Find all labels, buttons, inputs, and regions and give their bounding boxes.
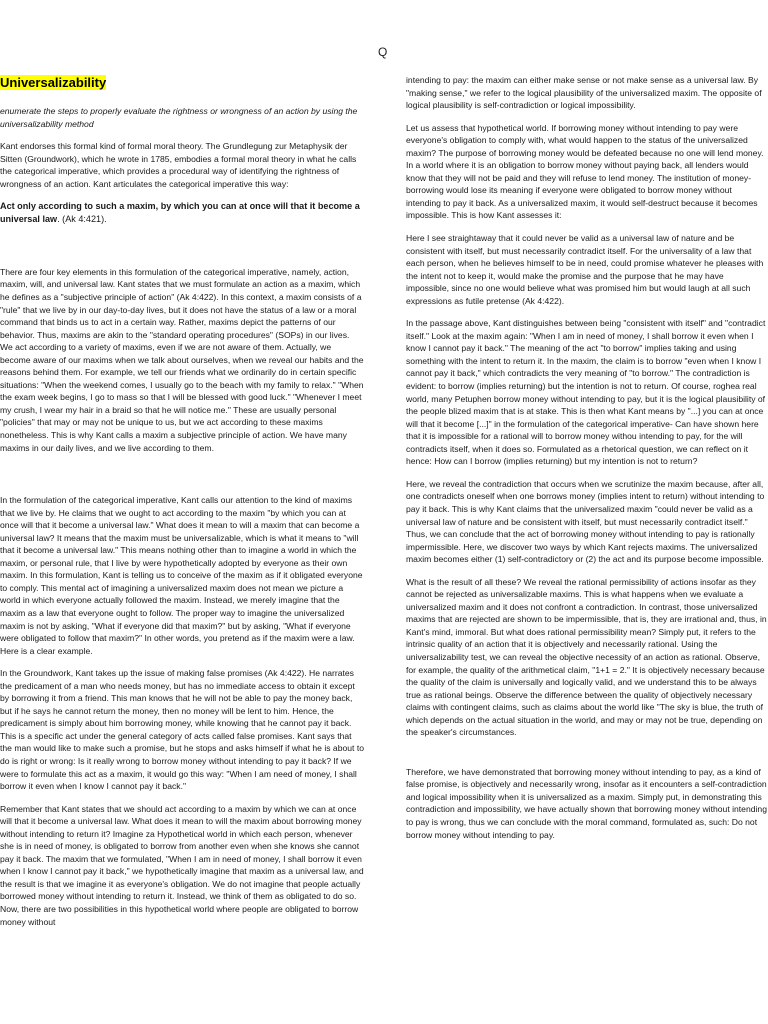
left-column: [0, 74, 364, 938]
kant-quote-paragraph: Here I see straightaway that it could never be valid as a universal law of nature and be consistent with itself, but must necessarily contradict itself. For the universality of a law that each person, when he believes himself to be in need, could promise whatever he pleases with the intent not to keep it, would make the promise and the purpose that he may have impossible, since no one would believe what was promised him but would laugh at all such expressions as futile pretense (Ak 4:422).: [406, 233, 764, 306]
section-subtitle: enumerate the steps to properly evaluate the rightness or wrongness of an action by using the universalizability method: [0, 106, 358, 129]
spacer: [0, 236, 364, 266]
paragraph: In the passage above, Kant distinguishes between being "consistent with itself" and "contradict itself." Look at the maxim again: "When I am in need of money, I shall borrow it even when I know I cannot pay it back." The meaning of the act "to borrow" implies taking and using something with the intent to return it. In the maxim, the claim is to borrow "even when I know I cannot pay it back," which contradicts the very meaning of "to borrow." The contradiction is evident: to borrow (implies returning) but the intention is not to return. Of course, roghea real world, many Petuphen borrow money without intending to pay, but it is the logical plausibility of the people blized maxim that is at stake. This is then what Kant means by "...] you can at once will that it become [...]" in the formulation of the categorical imperative- Can have shown here that it is impossible for a rational will to borrow money withou intending to pay, for the will contradicts itself, when it does so. Formulated as a rhetorical question, we can reflect on it hence: How can I borrow (implies returning) but my intention is not to return?: [406, 318, 766, 467]
quote-bold-text: Act only according to such a maxim, by which you can at once will that it become a universal law: [0, 201, 360, 225]
page-header-mark: Q: [378, 45, 388, 59]
paragraph: Remember that Kant states that we should act according to a maxim by which we can at once will that it become a universal law. What does it mean to will the maxim about borrowing money without intending to return it? Imagine za Hypothetical world in which each person, whenever she is in need of money, is obligated to borrow from another even when she knows she cannot pay it back. The maxim that we formulated, "When I am in need of money, I shall borrow it even when I know I cannot pay it back," we hypothetically imagine that maxim as a universal law, and the result is that we imagine it as everyone's obligation. We do not imagine that people actually borrowed money without intending to return it. Instead, we think of them as obligated to do so. Now, there are two possibilities in this hypothetical world where people are obligated to borrow money without: [0, 803, 364, 927]
paragraph: Kant endorses this formal kind of formal moral theory. The Grundlegung zur Metaphysik der Sitten (Groundwork), which he wrote in 1785, embodies a formal moral theory in what he calls the categorical imperative, which provides a procedural way of identifying the rightness of wrongness of an action. Kant articulates the categorical imperative this way:: [0, 141, 357, 189]
paragraph: Here, we reveal the contradiction that occurs when we scrutinize the maxim because, after all, one contradicts oneself when one borrows money (implies intent to return) without intending to pay it back. This is why Kant claims that the universalized maxim "could never be valid as a universal law of nature and be consistent with itself, but must necessarily contradict itself." Thus, we can conclude that the act of borrowing money without intending to pay is rationally impermissible. Here, we discover two ways by which Kant rejects maxims. The universalized maxim becomes either (1) self-contradictory or (2) the act and its purpose become impossible.: [406, 478, 765, 565]
spacer: [0, 464, 364, 494]
spacer: [406, 749, 768, 766]
paragraph: Therefore, we have demonstrated that borrowing money without intending to pay, as a kind of false promise, is objectively and necessarily wrong, insofar as it encounters a self-contradiction and logical impossibility when it is universalized as a maxim. Simply put, in demonstrating this contradiction and impossibility, we have actually shown that borrowing money without intending to pay is wrong, thus we can conclude with the moral command, formulated as, such: Do not borrow money without intending to pay.: [406, 766, 767, 840]
title-wrap: [0, 75, 364, 91]
paragraph: Let us assess that hypothetical world. If borrowing money without intending to pay were everyone's obligation to comply with, what would happen to the status of the universalized maxim? The purpose of borrowing money would be defeated because no one will lend money. In a world where it is an obligation to borrow money without paying back, all lenders would know that they will not be paid and they will refuse to lend money. The institution of money-borrowing would lose its meaning if everyone were obligated to borrow money without intending to pay it back. As a universalized maxim, it would self-destruct because it becomes impossible. This is how Kant assesses it:: [406, 122, 764, 221]
paragraph: In the Groundwork, Kant takes up the issue of making false promises (Ak 4:422). He narrates the predicament of a man who needs money, but has no immediate access to obtain it except by borrowing it from a friend. This man knows that he will not be able to pay the money back, but if he says he cannot return the money, then no money will be lent to him. Hence, the predicament is simply about him borrowing money, while knowing that he cannot pay it back. This is a specific act under the general category of acts called false promises. Kant says that the man would like to make such a promise, but he stops and asks himself if what he is about to do is right or wrong: Is it really wrong to borrow money without intending to pay it back? If we were to formulate this act as a maxim, it would go this way: "When I am need of money, I shall borrow it even when I know I cannot pay it back.": [0, 668, 364, 792]
section-title: Universalizability: [0, 75, 107, 90]
quote-citation: . (Ak 4:421).: [57, 214, 107, 225]
paragraph: In the formulation of the categorical imperative, Kant calls our attention to the kind of maxims that we live by. He claims that we ought to act according to the maxim "by which you can at once will that it become a universal law." What does it mean to will a maxim that can become a universal law? It means that the maxim must be universalizable, which is what it means to "will that it become a universal law." This means nothing other than to imagine a world in which the maxim, or personal rule, that I live by were hypothetically adopted by everyone as their own maxim. In this formulation, Kant is telling us to conceive of the maxim as if it obligated everyone to comply. This mental act of imagining a universalized maxim does not mean we picture a world in which everyone actually followed the maxim. Instead, we merely imagine that the maxim as a law that everyone ought to follow. The proper way to imagine the universalized maxim is not by asking, "What if everyone did that maxim?" but by asking, "What if everyone were obligated to follow that maxim?" In other words, you pretend as if the maxim were a law. Here is a clear example.: [0, 495, 363, 656]
paragraph: There are four key elements in this formulation of the categorical imperative, namely, action, maxim, will, and universal law. Kant states that we must formulate an action as a maxim, which he defines as a "subjective principle of action" (Ak 4:422). In this context, a maxim consists of a "rule" that we live by in our day-to-day lives, but it does not have the status of a law or a moral command that binds us to act in a certain way. Rather, maxims depict the patterns of our behavior. Thus, maxims are akin to the "standard operating procedures" (SOPs) in our lives. We act according to a variety of maxims, even if we are not aware of them. Actually, we become aware of our maxims when we talk about ourselves, when we reveal our habits and the reasons behind them. For example, we tell our friends what we ordinarily do in certain specific situations: "When the weekend comes, I usually go to the beach with my family to relax." "When the exam week begins, I go to mass so that I will be blessed with good luck." "Whenever I meet my crush, I wear my hair in a braid so that he will notice me." These are usually personal "policies" that may or may not be unique to us, but we act according to these maxims nonetheless. This is why Kant calls a maxim a subjective principle of action. We have many maxims in our daily lives, and we live according to them.: [0, 266, 364, 453]
right-column: [406, 74, 768, 851]
paragraph: intending to pay: the maxim can either make sense or not make sense as a universal law. By "making sense," we refer to the logical plausibility of the universalized maxim. The opposite of logical plausibility is self-contradiction or logical impossibility.: [406, 75, 762, 111]
paragraph: What is the result of all these? We reveal the rational permissibility of actions insofar as they cannot be rejected as universalizable maxims. This is what happens when we evaluate a universalized maxim and it does not confront a contradiction. In contrast, those universalized maxims that are rejected are shown to be impermissible, that is, they are irrational and, thus, in Kant's mind, immoral. But what does rational permissibility mean? Simply put, it refers to the intrinsic quality of an action that it is objectively and necessarily rational. Using the universalizability test, we can reveal the objective necessity of an action as rational. Observe, for example, the quality of the arithmetical claim, "1+1 = 2." It is objectively necessary because the quality of the claim is universally and logically valid, and we understand this to be always true as rational beings. Observe the difference between the quality of objectively necessary claims with contingent claims, such as claims about the world like "The sky is blue, the truth of which depends on the actual situation in the world, and may or may not be true, depending on the speaker's circumstances.: [406, 576, 767, 738]
categorical-imperative-quote: [0, 200, 364, 226]
